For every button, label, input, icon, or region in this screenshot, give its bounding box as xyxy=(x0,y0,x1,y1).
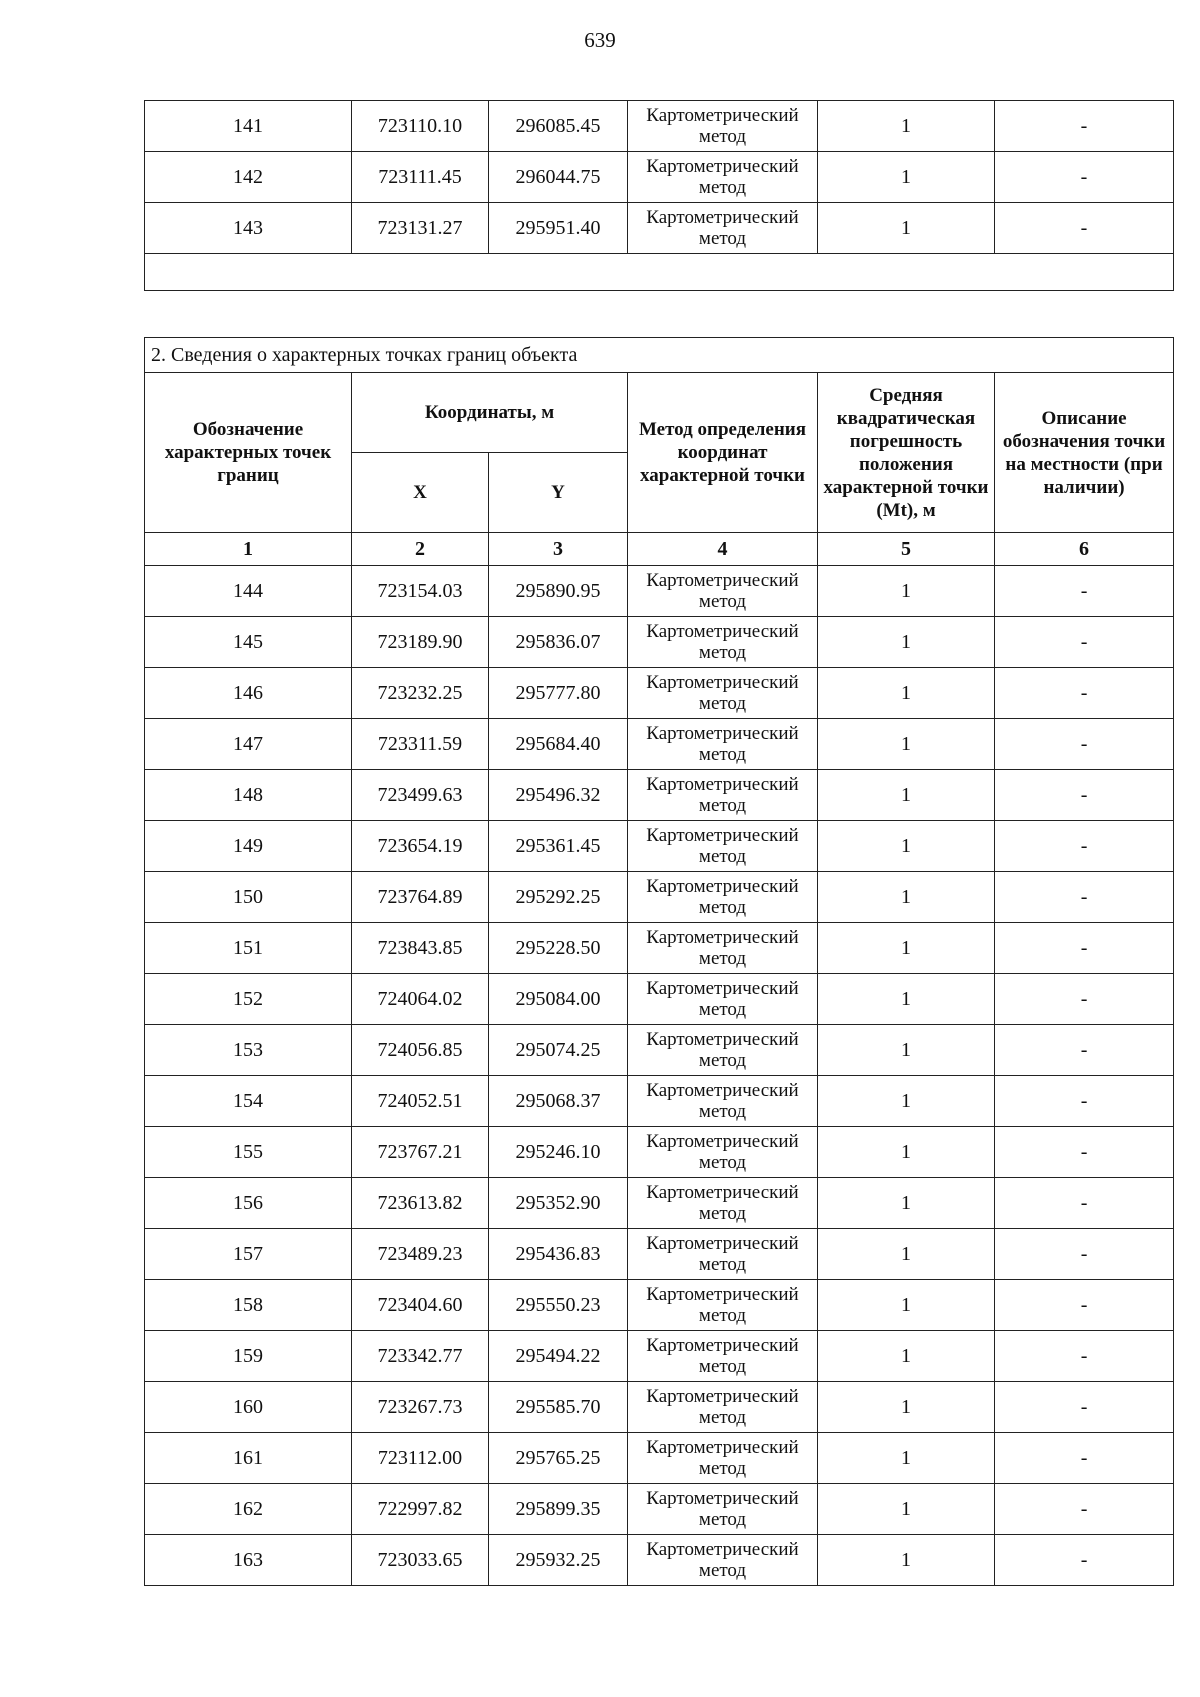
x-coordinate-cell: 723131.27 xyxy=(352,203,489,254)
method-cell: Картометрический метод xyxy=(628,1331,818,1382)
column-number: 6 xyxy=(995,533,1174,566)
y-coordinate-cell: 295932.25 xyxy=(489,1535,628,1586)
description-cell: - xyxy=(995,1127,1174,1178)
point-number-cell: 163 xyxy=(145,1535,352,1586)
table-row xyxy=(145,872,1174,923)
description-cell: - xyxy=(995,1484,1174,1535)
y-coordinate-cell: 296044.75 xyxy=(489,152,628,203)
description-cell: - xyxy=(995,1535,1174,1586)
description-cell: - xyxy=(995,152,1174,203)
point-number-cell: 159 xyxy=(145,1331,352,1382)
point-number-cell: 151 xyxy=(145,923,352,974)
table-row xyxy=(145,923,1174,974)
y-coordinate-cell: 295765.25 xyxy=(489,1433,628,1484)
y-coordinate-cell: 295951.40 xyxy=(489,203,628,254)
point-number-cell: 155 xyxy=(145,1127,352,1178)
error-cell: 1 xyxy=(818,668,995,719)
method-cell: Картометрический метод xyxy=(628,152,818,203)
error-cell: 1 xyxy=(818,203,995,254)
error-cell: 1 xyxy=(818,872,995,923)
y-coordinate-cell: 296085.45 xyxy=(489,101,628,152)
method-cell: Картометрический метод xyxy=(628,1076,818,1127)
error-cell: 1 xyxy=(818,1433,995,1484)
x-coordinate-cell: 723489.23 xyxy=(352,1229,489,1280)
table-row xyxy=(145,152,1174,203)
table-row xyxy=(145,668,1174,719)
y-coordinate-cell: 295228.50 xyxy=(489,923,628,974)
description-cell: - xyxy=(995,668,1174,719)
point-number-cell: 144 xyxy=(145,566,352,617)
y-coordinate-cell: 295361.45 xyxy=(489,821,628,872)
error-cell: 1 xyxy=(818,1076,995,1127)
column-number: 1 xyxy=(145,533,352,566)
method-cell: Картометрический метод xyxy=(628,872,818,923)
x-coordinate-cell: 723267.73 xyxy=(352,1382,489,1433)
error-cell: 1 xyxy=(818,1178,995,1229)
description-cell: - xyxy=(995,1178,1174,1229)
header-description: Описание обозначения точки на местности (при наличии) xyxy=(995,373,1174,533)
point-number-cell: 161 xyxy=(145,1433,352,1484)
column-numbers-row xyxy=(145,533,1174,566)
method-cell: Картометрический метод xyxy=(628,1280,818,1331)
point-number-cell: 160 xyxy=(145,1382,352,1433)
error-cell: 1 xyxy=(818,1535,995,1586)
y-coordinate-cell: 295352.90 xyxy=(489,1178,628,1229)
error-cell: 1 xyxy=(818,974,995,1025)
description-cell: - xyxy=(995,203,1174,254)
boundary-points-table-continued xyxy=(144,100,1174,291)
y-coordinate-cell: 295899.35 xyxy=(489,1484,628,1535)
error-cell: 1 xyxy=(818,719,995,770)
table-row xyxy=(145,821,1174,872)
y-coordinate-cell: 295246.10 xyxy=(489,1127,628,1178)
x-coordinate-cell: 723189.90 xyxy=(352,617,489,668)
x-coordinate-cell: 723311.59 xyxy=(352,719,489,770)
y-coordinate-cell: 295496.32 xyxy=(489,770,628,821)
point-number-cell: 152 xyxy=(145,974,352,1025)
method-cell: Картометрический метод xyxy=(628,1382,818,1433)
description-cell: - xyxy=(995,1382,1174,1433)
table-row xyxy=(145,1331,1174,1382)
method-cell: Картометрический метод xyxy=(628,1025,818,1076)
point-number-cell: 156 xyxy=(145,1178,352,1229)
table-row xyxy=(145,617,1174,668)
header-y: Y xyxy=(489,453,628,533)
point-number-cell: 143 xyxy=(145,203,352,254)
description-cell: - xyxy=(995,1433,1174,1484)
table-row xyxy=(145,1025,1174,1076)
description-cell: - xyxy=(995,101,1174,152)
description-cell: - xyxy=(995,923,1174,974)
point-number-cell: 150 xyxy=(145,872,352,923)
x-coordinate-cell: 723499.63 xyxy=(352,770,489,821)
error-cell: 1 xyxy=(818,1229,995,1280)
header-method: Метод определения координат характерной точки xyxy=(628,373,818,533)
error-cell: 1 xyxy=(818,152,995,203)
y-coordinate-cell: 295494.22 xyxy=(489,1331,628,1382)
point-number-cell: 157 xyxy=(145,1229,352,1280)
x-coordinate-cell: 724056.85 xyxy=(352,1025,489,1076)
column-number: 3 xyxy=(489,533,628,566)
error-cell: 1 xyxy=(818,821,995,872)
point-number-cell: 148 xyxy=(145,770,352,821)
table-row xyxy=(145,101,1174,152)
table-row xyxy=(145,203,1174,254)
error-cell: 1 xyxy=(818,1280,995,1331)
table-row xyxy=(145,1127,1174,1178)
method-cell: Картометрический метод xyxy=(628,668,818,719)
y-coordinate-cell: 295436.83 xyxy=(489,1229,628,1280)
y-coordinate-cell: 295068.37 xyxy=(489,1076,628,1127)
error-cell: 1 xyxy=(818,566,995,617)
y-coordinate-cell: 295585.70 xyxy=(489,1382,628,1433)
table-row xyxy=(145,1178,1174,1229)
description-cell: - xyxy=(995,821,1174,872)
method-cell: Картометрический метод xyxy=(628,1433,818,1484)
header-designation: Обозначение характерных точек границ xyxy=(145,373,352,533)
description-cell: - xyxy=(995,1280,1174,1331)
method-cell: Картометрический метод xyxy=(628,101,818,152)
x-coordinate-cell: 723232.25 xyxy=(352,668,489,719)
method-cell: Картометрический метод xyxy=(628,770,818,821)
method-cell: Картометрический метод xyxy=(628,1535,818,1586)
section-title-row xyxy=(145,338,1174,373)
error-cell: 1 xyxy=(818,1127,995,1178)
description-cell: - xyxy=(995,566,1174,617)
method-cell: Картометрический метод xyxy=(628,1178,818,1229)
description-cell: - xyxy=(995,1331,1174,1382)
point-number-cell: 142 xyxy=(145,152,352,203)
description-cell: - xyxy=(995,617,1174,668)
point-number-cell: 147 xyxy=(145,719,352,770)
x-coordinate-cell: 723033.65 xyxy=(352,1535,489,1586)
page-number: 639 xyxy=(584,28,616,52)
x-coordinate-cell: 723767.21 xyxy=(352,1127,489,1178)
table-row xyxy=(145,974,1174,1025)
table-row xyxy=(145,719,1174,770)
point-number-cell: 158 xyxy=(145,1280,352,1331)
method-cell: Картометрический метод xyxy=(628,923,818,974)
x-coordinate-cell: 723654.19 xyxy=(352,821,489,872)
table-row xyxy=(145,1433,1174,1484)
error-cell: 1 xyxy=(818,770,995,821)
error-cell: 1 xyxy=(818,1382,995,1433)
x-coordinate-cell: 723613.82 xyxy=(352,1178,489,1229)
column-number: 4 xyxy=(628,533,818,566)
section-title: 2. Сведения о характерных точках границ объекта xyxy=(145,338,1174,373)
point-number-cell: 146 xyxy=(145,668,352,719)
x-coordinate-cell: 724052.51 xyxy=(352,1076,489,1127)
error-cell: 1 xyxy=(818,101,995,152)
header-error: Средняя квадратическая погрешность положения характерной точки (Mt), м xyxy=(818,373,995,533)
y-coordinate-cell: 295074.25 xyxy=(489,1025,628,1076)
description-cell: - xyxy=(995,872,1174,923)
y-coordinate-cell: 295684.40 xyxy=(489,719,628,770)
point-number-cell: 145 xyxy=(145,617,352,668)
description-cell: - xyxy=(995,1076,1174,1127)
error-cell: 1 xyxy=(818,923,995,974)
y-coordinate-cell: 295836.07 xyxy=(489,617,628,668)
error-cell: 1 xyxy=(818,617,995,668)
y-coordinate-cell: 295084.00 xyxy=(489,974,628,1025)
column-number: 2 xyxy=(352,533,489,566)
point-number-cell: 162 xyxy=(145,1484,352,1535)
y-coordinate-cell: 295890.95 xyxy=(489,566,628,617)
method-cell: Картометрический метод xyxy=(628,566,818,617)
x-coordinate-cell: 723112.00 xyxy=(352,1433,489,1484)
point-number-cell: 149 xyxy=(145,821,352,872)
description-cell: - xyxy=(995,770,1174,821)
y-coordinate-cell: 295550.23 xyxy=(489,1280,628,1331)
table-row xyxy=(145,1535,1174,1586)
method-cell: Картометрический метод xyxy=(628,719,818,770)
method-cell: Картометрический метод xyxy=(628,821,818,872)
header-coordinates: Координаты, м xyxy=(352,373,628,453)
table-row xyxy=(145,1382,1174,1433)
x-coordinate-cell: 723342.77 xyxy=(352,1331,489,1382)
table-row xyxy=(145,1484,1174,1535)
table-row xyxy=(145,1280,1174,1331)
x-coordinate-cell: 723111.45 xyxy=(352,152,489,203)
point-number-cell: 154 xyxy=(145,1076,352,1127)
x-coordinate-cell: 723764.89 xyxy=(352,872,489,923)
x-coordinate-cell: 722997.82 xyxy=(352,1484,489,1535)
x-coordinate-cell: 723110.10 xyxy=(352,101,489,152)
description-cell: - xyxy=(995,1025,1174,1076)
x-coordinate-cell: 723154.03 xyxy=(352,566,489,617)
y-coordinate-cell: 295777.80 xyxy=(489,668,628,719)
empty-row xyxy=(145,254,1174,291)
method-cell: Картометрический метод xyxy=(628,974,818,1025)
error-cell: 1 xyxy=(818,1331,995,1382)
error-cell: 1 xyxy=(818,1025,995,1076)
boundary-points-table xyxy=(144,337,1174,1586)
header-x: X xyxy=(352,453,489,533)
y-coordinate-cell: 295292.25 xyxy=(489,872,628,923)
method-cell: Картометрический метод xyxy=(628,1484,818,1535)
point-number-cell: 141 xyxy=(145,101,352,152)
description-cell: - xyxy=(995,719,1174,770)
method-cell: Картометрический метод xyxy=(628,617,818,668)
x-coordinate-cell: 723843.85 xyxy=(352,923,489,974)
description-cell: - xyxy=(995,1229,1174,1280)
method-cell: Картометрический метод xyxy=(628,203,818,254)
table-row xyxy=(145,1229,1174,1280)
method-cell: Картометрический метод xyxy=(628,1229,818,1280)
point-number-cell: 153 xyxy=(145,1025,352,1076)
x-coordinate-cell: 723404.60 xyxy=(352,1280,489,1331)
table-row xyxy=(145,1076,1174,1127)
table-row xyxy=(145,566,1174,617)
method-cell: Картометрический метод xyxy=(628,1127,818,1178)
x-coordinate-cell: 724064.02 xyxy=(352,974,489,1025)
error-cell: 1 xyxy=(818,1484,995,1535)
description-cell: - xyxy=(995,974,1174,1025)
column-number: 5 xyxy=(818,533,995,566)
table-row xyxy=(145,770,1174,821)
